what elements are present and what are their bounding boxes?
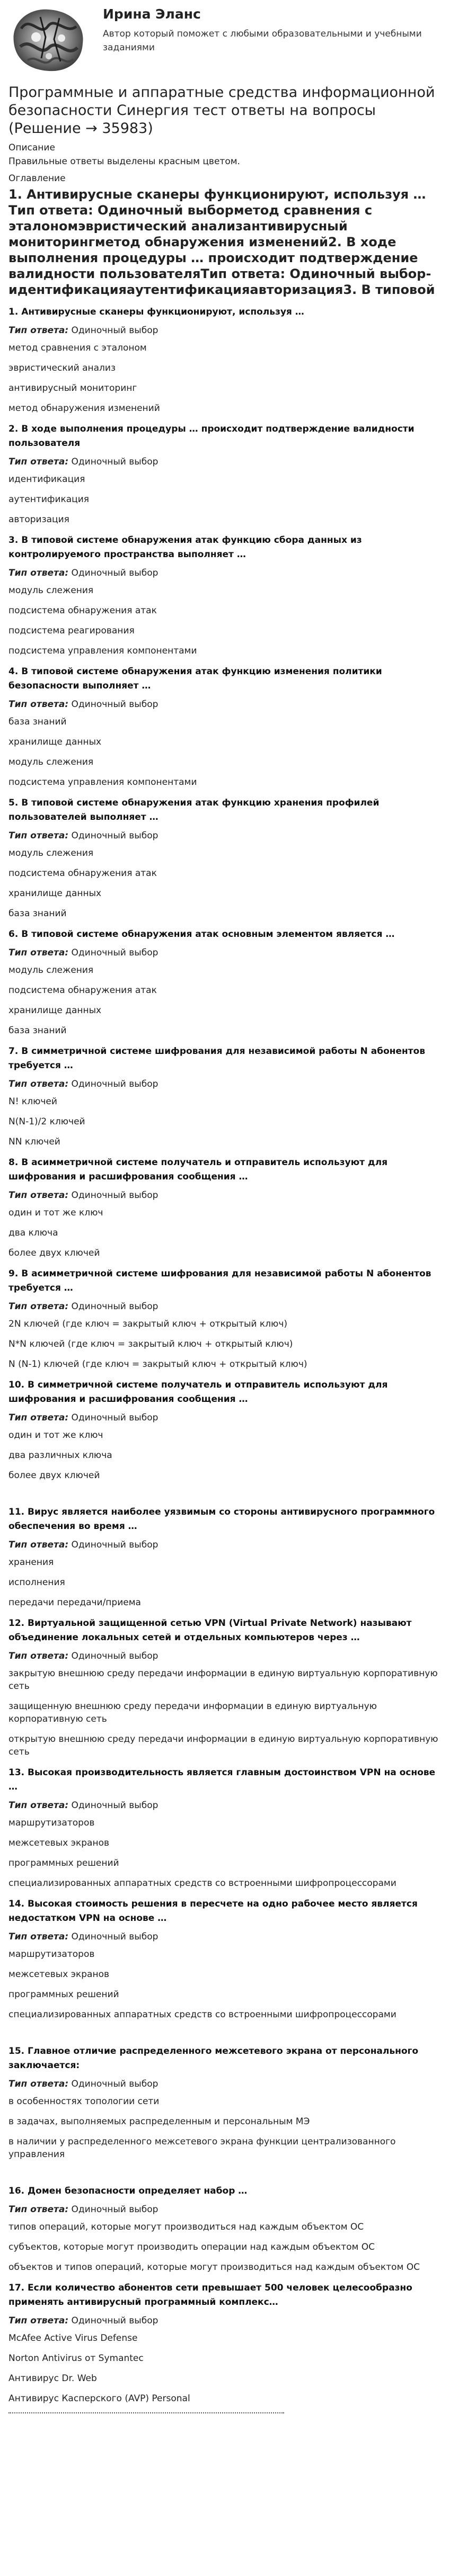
answer-type (8, 945, 441, 961)
answer-type-label: Тип ответа: (8, 1540, 69, 1550)
answer-option: программных решений (8, 1858, 119, 1868)
answer-option: модуль слежения (8, 757, 94, 767)
author-name[interactable]: Ирина Эланс (103, 6, 201, 22)
content-divider (8, 2412, 284, 2413)
answer-type-label: Тип ответа: (8, 2204, 69, 2215)
answer-type-value: Одиночный выбор (71, 1931, 159, 1942)
answer-option: подсистема обнаружения атак (8, 985, 157, 996)
question-heading: 13. Высокая производительность является главным достоинством VPN на основе … (8, 1767, 436, 1792)
answer-type-label: Тип ответа: (8, 568, 69, 578)
question-heading: 7. В симметричной системе шифрования для независимой работы N абонентов требуется … (8, 1046, 425, 1071)
answer-type (8, 2202, 441, 2217)
answer-option: Антивирус Dr. Web (8, 2373, 97, 2384)
answer-type-label: Тип ответа: (8, 2315, 69, 2326)
question-heading: 17. Если количество абонентов сети превышает 500 человек целесообразно применять антивирусный программный комплекс… (8, 2283, 412, 2307)
answer-option: хранения (8, 1557, 54, 1568)
answer-option: в наличии у распределенного межсетевого экрана функции централизованного управления (8, 2136, 396, 2160)
answer-type (8, 1537, 441, 1553)
answer-type-label: Тип ответа: (8, 1301, 69, 1312)
question-heading: 9. В асимметричной системе шифрования для независимой работы N абонентов требуется … (8, 1268, 432, 1293)
answer-option: более двух ключей (8, 1470, 100, 1481)
answer-option: защищенную внешнюю среду передачи информации в единую виртуальную корпоративную сеть (8, 1701, 377, 1724)
question-heading: 12. Виртуальной защищенной сетью VPN (Virtual Private Network) называют объединение локальных сетей и отдельных компьютеров через … (8, 1618, 412, 1643)
avatar[interactable] (8, 5, 88, 74)
answer-type-value: Одиночный выбор (71, 1412, 159, 1423)
answer-type (8, 1187, 441, 1203)
answer-type-value: Одиночный выбор (71, 830, 159, 841)
answer-option: Norton Antivirus от Symantec (8, 2353, 144, 2364)
answer-type-value: Одиночный выбор (71, 1301, 159, 1312)
answer-option: программных решений (8, 1989, 119, 2000)
answer-type-label: Тип ответа: (8, 830, 69, 841)
question-heading: 14. Высокая стоимость решения в пересчете на одно рабочее место является недостатком VPN на основе … (8, 1899, 418, 1924)
answer-type-value: Одиночный выбор (71, 1800, 159, 1811)
question-heading: 8. В асимметричной системе получатель и отправитель используют для шифрования и расшифрования сообщения … (8, 1157, 388, 1182)
answer-option: модуль слежения (8, 965, 94, 976)
answer-type-value: Одиночный выбор (71, 1540, 159, 1550)
answer-type (8, 696, 441, 712)
answer-type-value: Одиночный выбор (71, 2315, 159, 2326)
answer-option: открытую внешнюю среду передачи информации в единую виртуальную корпоративную сеть (8, 1734, 438, 1757)
answer-option: более двух ключей (8, 1248, 100, 1258)
answer-type (8, 828, 441, 844)
answer-option: два различных ключа (8, 1450, 112, 1461)
answer-option: подсистема реагирования (8, 625, 135, 636)
answer-type-value: Одиночный выбор (71, 2204, 159, 2215)
description-label: Описание (8, 142, 55, 153)
toc-preview: 1. Антивирусные сканеры функционируют, используя …Тип ответа: Одиночный выборметод сравнения с эталономэвристический анализантивирусный мониторингметод обнаружения изменений2. В ходе выполнения процедуры … происходит подтверждение валидности пользователяТип ответа: Одиночный выборидентификацияаутентификацияавторизация3. В типовой (8, 187, 435, 297)
question-heading: 3. В типовой системе обнаружения атак функцию сбора данных из контролируемого пространства выполняет … (8, 535, 362, 560)
answer-type-label: Тип ответа: (8, 1931, 69, 1942)
answer-option: маршрутизаторов (8, 1949, 95, 1960)
description-text: Правильные ответы выделены красным цветом. (8, 156, 240, 167)
question-heading: 11. Вирус является наиболее уязвимым со стороны антивирусного программного обеспечения во время … (8, 1507, 435, 1532)
answer-option: в задачах, выполняемых распределенным и персональным МЭ (8, 2116, 310, 2127)
answer-type-value: Одиночный выбор (71, 457, 159, 467)
answer-option: хранилище данных (8, 1005, 102, 1016)
question-heading: 6. В типовой системе обнаружения атак основным элементом является … (8, 929, 395, 940)
answer-option: подсистема управления компонентами (8, 777, 197, 788)
answer-option: хранилище данных (8, 737, 102, 747)
answer-option: NN ключей (8, 1137, 60, 1147)
question-heading: 5. В типовой системе обнаружения атак функцию хранения профилей пользователей выполняет … (8, 798, 380, 822)
answer-type (8, 565, 441, 581)
answer-option: закрытую внешнюю среду передачи информации в единую виртуальную корпоративную сеть (8, 1668, 438, 1692)
answer-option: два ключа (8, 1228, 58, 1238)
answer-type (8, 323, 441, 338)
answer-option: маршрутизаторов (8, 1818, 95, 1828)
author-header (8, 0, 441, 74)
answer-type (8, 1410, 441, 1426)
answer-option: подсистема обнаружения атак (8, 868, 157, 879)
answer-type-value: Одиночный выбор (71, 2079, 159, 2089)
answer-option: N(N-1)/2 ключей (8, 1116, 85, 1127)
answer-option: эвристический анализ (8, 363, 116, 373)
answer-option: модуль слежения (8, 848, 94, 858)
answer-option: объектов и типов операций, которые могут производиться над каждым объектом ОС (8, 2262, 420, 2273)
answer-type-label: Тип ответа: (8, 457, 69, 467)
answer-option: передачи передачи/приема (8, 1597, 141, 1608)
answer-option: N*N ключей (где ключ = закрытый ключ + открытый ключ) (8, 1339, 293, 1349)
answer-type-label: Тип ответа: (8, 1412, 69, 1423)
answer-option: один и тот же ключ (8, 1208, 103, 1218)
answer-type-value: Одиночный выбор (71, 947, 159, 958)
answer-type (8, 1648, 441, 1664)
answer-option: авторизация (8, 514, 69, 525)
answer-option: межсетевых экранов (8, 1838, 110, 1848)
answer-type-label: Тип ответа: (8, 699, 69, 710)
answer-option: один и тот же ключ (8, 1430, 103, 1441)
author-description: Автор который поможет с любыми образовательными и учебными заданиями (103, 29, 422, 53)
question-heading: 10. В симметричной системе получатель и отправитель используют для шифрования и расшифрования сообщения … (8, 1380, 388, 1405)
answer-option: McAfee Active Virus Defense (8, 2333, 138, 2344)
answer-type (8, 454, 441, 470)
answer-option: специализированных аппаратных средств со встроенными шифропроцессорами (8, 1878, 397, 1889)
answer-option: подсистема управления компонентами (8, 646, 197, 656)
answer-type-label: Тип ответа: (8, 1079, 69, 1089)
question-heading: 15. Главное отличие распределенного межсетевого экрана от персонального заключается: (8, 2046, 419, 2071)
answer-option: специализированных аппаратных средств со встроенными шифропроцессорами (8, 2009, 397, 2020)
answer-type-label: Тип ответа: (8, 947, 69, 958)
answer-type-value: Одиночный выбор (71, 699, 159, 710)
answer-option: субъектов, которые могут производить операции над каждым объектом ОС (8, 2242, 375, 2252)
answer-type-value: Одиночный выбор (71, 568, 159, 578)
answer-option: метод сравнения с эталоном (8, 343, 147, 353)
answer-type-label: Тип ответа: (8, 325, 69, 336)
answer-option: модуль слежения (8, 585, 94, 596)
answer-option: аутентификация (8, 494, 90, 505)
question-heading: 1. Антивирусные сканеры функционируют, используя … (8, 307, 304, 317)
answer-type-value: Одиночный выбор (71, 325, 159, 336)
author-info (103, 5, 441, 55)
answer-option: подсистема обнаружения атак (8, 605, 157, 616)
answer-option: антивирусный мониторинг (8, 383, 137, 393)
answer-option: N (N-1) ключей (где ключ = закрытый ключ + открытый ключ) (8, 1359, 307, 1370)
questions-list (8, 305, 441, 2405)
answer-option: хранилище данных (8, 888, 102, 899)
answer-option: межсетевых экранов (8, 1969, 110, 1980)
answer-type (8, 1299, 441, 1314)
answer-option: Антивирус Касперского (AVP) Personal (8, 2393, 190, 2404)
question-heading: 16. Домен безопасности определяет набор … (8, 2186, 248, 2196)
answer-option: исполнения (8, 1577, 65, 1588)
question-heading: 4. В типовой системе обнаружения атак функцию изменения политики безопасности выполняет … (8, 666, 382, 691)
answer-type-value: Одиночный выбор (71, 1190, 159, 1201)
answer-type (8, 2313, 441, 2329)
answer-option: база знаний (8, 908, 67, 919)
answer-option: идентификация (8, 474, 85, 485)
answer-option: N! ключей (8, 1096, 57, 1107)
answer-option: типов операций, которые могут производиться над каждым объектом ОС (8, 2222, 364, 2232)
answer-option: в особенностях топологии сети (8, 2096, 160, 2107)
answer-type-label: Тип ответа: (8, 2079, 69, 2089)
page-title: Программные и аппаратные средства информационной безопасности Синергия тест ответы на вопросы (Решение → 35983) (8, 84, 435, 137)
answer-type-value: Одиночный выбор (71, 1651, 159, 1661)
answer-type (8, 2076, 441, 2092)
answer-type (8, 1929, 441, 1945)
answer-option: база знаний (8, 717, 67, 727)
answer-type-value: Одиночный выбор (71, 1079, 159, 1089)
question-heading: 2. В ходе выполнения процедуры … происходит подтверждение валидности пользователя (8, 424, 415, 449)
answer-type (8, 1797, 441, 1813)
answer-type-label: Тип ответа: (8, 1190, 69, 1201)
answer-type (8, 1076, 441, 1092)
answer-type-label: Тип ответа: (8, 1651, 69, 1661)
toc-label: Оглавление (8, 173, 66, 184)
answer-option: 2N ключей (где ключ = закрытый ключ + открытый ключ) (8, 1319, 287, 1329)
answer-option: метод обнаружения изменений (8, 403, 160, 414)
answer-type-label: Тип ответа: (8, 1800, 69, 1811)
answer-option: база знаний (8, 1025, 67, 1036)
